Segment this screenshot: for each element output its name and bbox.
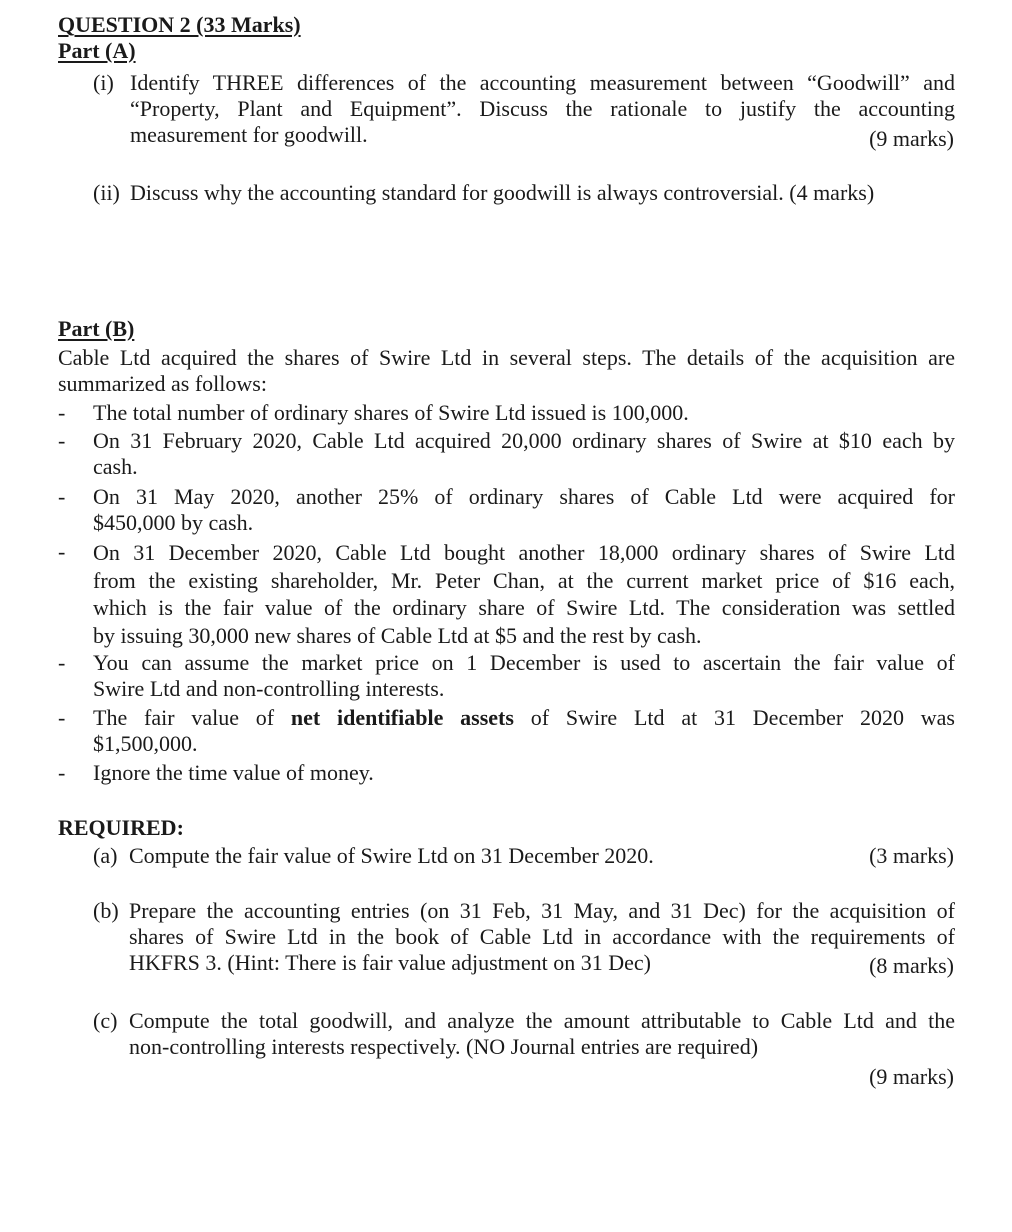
text-fragment: of Swire Ltd at 31 December 2020 was	[513, 705, 955, 730]
text-line: non-controlling interests respectively. (NO Journal entries are required)	[129, 1034, 759, 1059]
bullet-dash: -	[58, 705, 66, 730]
text-line: HKFRS 3. (Hint: There is fair value adjustment on 31 Dec)	[129, 950, 651, 975]
text-line: Discuss why the accounting standard for goodwill is always controversial. (4 marks)	[130, 180, 875, 205]
bullet-dash: -	[58, 484, 66, 509]
text-line: Cable Ltd acquired the shares of Swire Ltd in several steps. The details of the acquisition are	[58, 345, 955, 370]
text-line: Compute the fair value of Swire Ltd on 31 December 2020.	[129, 843, 654, 868]
question-number: (c)	[93, 1008, 118, 1033]
text-line: shares of Swire Ltd in the book of Cable Ltd in accordance with the requirements of	[129, 924, 955, 949]
part-b-intro	[58, 345, 955, 397]
bold-term: net identifiable assets	[290, 705, 514, 730]
text-line: Ignore the time value of money.	[93, 760, 374, 785]
question-number: (i)	[93, 70, 114, 95]
text-line: On 31 February 2020, Cable Ltd acquired 20,000 ordinary shares of Swire at $10 each by	[93, 428, 955, 453]
text-line: from the existing shareholder, Mr. Peter Chan, at the current market price of $16 each,	[93, 567, 955, 593]
text-line: You can assume the market price on 1 December is used to ascertain the fair value of	[93, 650, 955, 675]
text-line: by issuing 30,000 new shares of Cable Ltd at $5 and the rest by cash.	[93, 622, 702, 648]
required-question-a	[93, 843, 955, 869]
bullet-item	[58, 428, 955, 480]
part-b-heading: Part (B)	[58, 316, 135, 341]
text-line: Prepare the accounting entries (on 31 Feb, 31 May, and 31 Dec) for the acquisition of	[129, 898, 955, 923]
question-title: QUESTION 2 (33 Marks)	[58, 12, 301, 37]
bullet-item	[58, 484, 955, 536]
text-line: The total number of ordinary shares of Swire Ltd issued is 100,000.	[93, 400, 689, 425]
text-line: Compute the total goodwill, and analyze the amount attributable to Cable Ltd and the	[129, 1008, 955, 1033]
bullet-dash: -	[58, 400, 66, 425]
required-heading: REQUIRED:	[58, 815, 184, 840]
text-line: measurement for goodwill.	[130, 122, 368, 147]
bullet-item	[58, 539, 955, 649]
text-line: On 31 December 2020, Cable Ltd bought another 18,000 ordinary shares of Swire Ltd	[93, 540, 955, 565]
question-text	[130, 180, 955, 206]
bullet-item	[58, 400, 955, 426]
required-question-c	[93, 1008, 955, 1060]
text-line: Identify THREE differences of the accounting measurement between “Goodwill” and	[130, 70, 955, 95]
bullet-dash: -	[58, 760, 66, 785]
marks-label: (3 marks)	[869, 843, 954, 868]
text-line: $450,000 by cash.	[93, 510, 254, 535]
text-line: Swire Ltd and non-controlling interests.	[93, 676, 445, 701]
text-line: summarized as follows:	[58, 371, 267, 396]
bullet-dash: -	[58, 428, 66, 453]
required-question-b	[93, 898, 955, 976]
question-number: (a)	[93, 843, 118, 868]
text-line: cash.	[93, 454, 138, 479]
text-line: $1,500,000.	[93, 731, 198, 756]
text-line	[93, 705, 955, 731]
part-a-heading: Part (A)	[58, 38, 136, 63]
part-a-question-ii	[93, 180, 955, 206]
text-line: which is the fair value of the ordinary share of Swire Ltd. The consideration was settled	[93, 595, 955, 620]
text-line: On 31 May 2020, another 25% of ordinary shares of Cable Ltd were acquired for	[93, 484, 955, 509]
text-line: “Property, Plant and Equipment”. Discuss the rationale to justify the accounting	[130, 96, 955, 121]
question-number: (b)	[93, 898, 119, 923]
marks-label: (9 marks)	[869, 126, 954, 151]
part-a-question-i	[93, 70, 955, 148]
bullet-item	[58, 650, 955, 702]
question-text	[130, 70, 955, 148]
marks-label: (9 marks)	[869, 1064, 954, 1089]
question-number: (ii)	[93, 180, 120, 205]
bullet-dash: -	[58, 539, 66, 564]
marks-label: (8 marks)	[869, 953, 954, 978]
bullet-item	[58, 760, 955, 786]
bullet-dash: -	[58, 650, 66, 675]
bullet-item	[58, 705, 955, 757]
text-fragment: The fair value of	[93, 705, 291, 730]
